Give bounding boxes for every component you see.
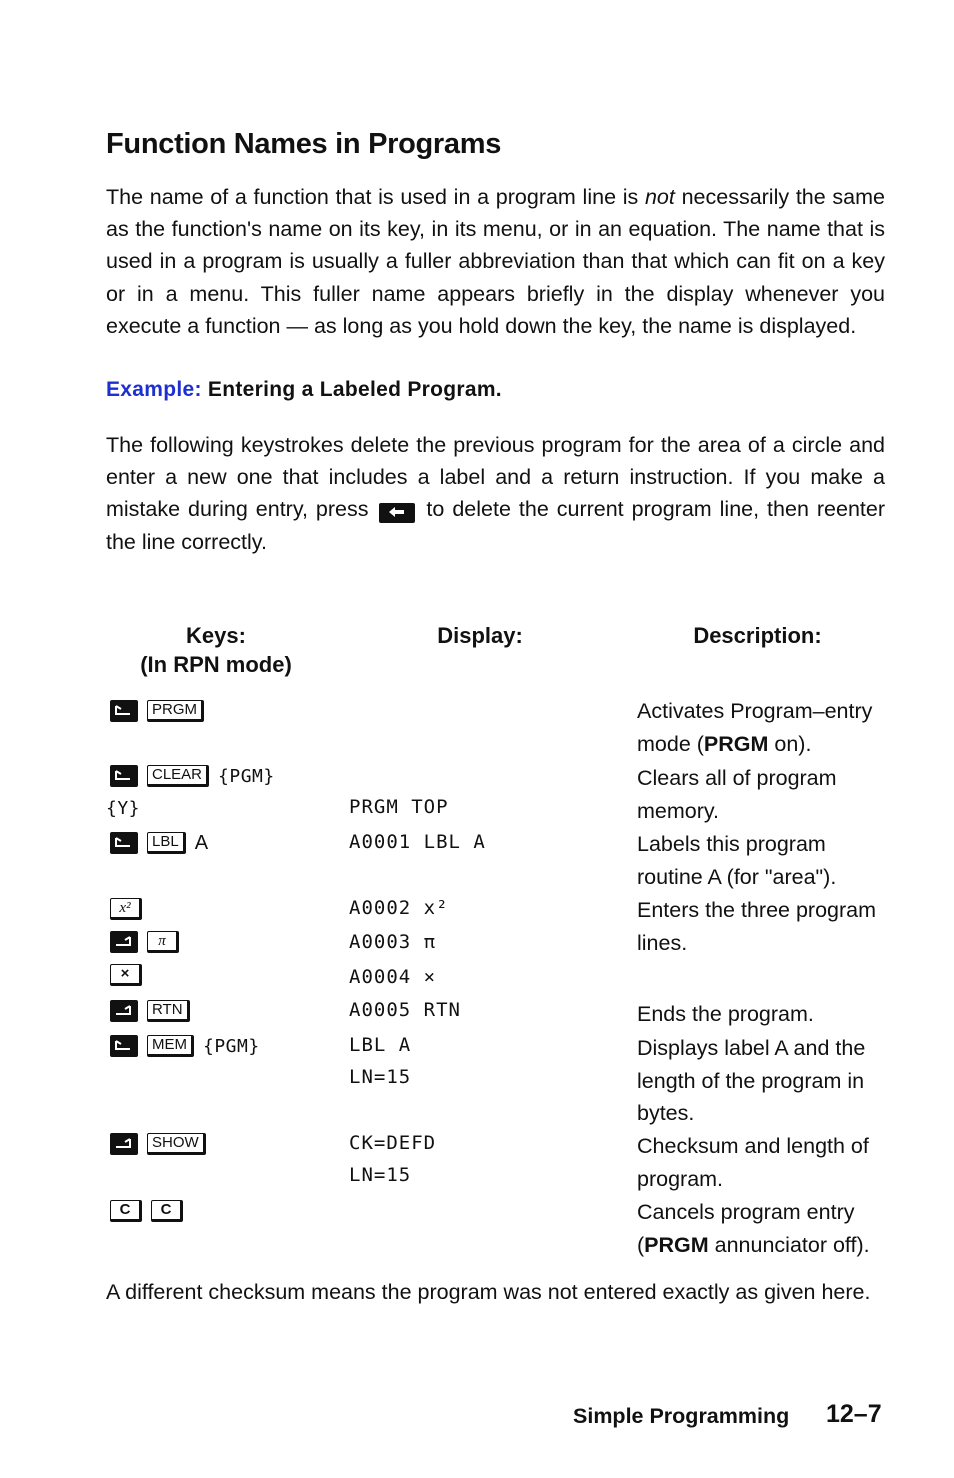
left-shift-key-icon (110, 1035, 138, 1057)
example-label: Example: (106, 378, 202, 401)
description-activate (637, 695, 887, 760)
x-squared-key: x² (110, 898, 142, 920)
key-row-7 (110, 963, 142, 987)
closing-paragraph: A different checksum means the program was not entered exactly as given here. (106, 1280, 871, 1304)
left-shift-key-icon (110, 700, 138, 722)
description-activate-line1: Activates Program–entry (637, 699, 873, 723)
description-text: mode ( (637, 731, 704, 756)
keys-header-line1: Keys: (186, 623, 246, 648)
intro-italic: not (644, 185, 675, 209)
label-letter: A (194, 831, 209, 854)
rtn-key: RTN (147, 1000, 190, 1022)
right-shift-key-icon (110, 1000, 138, 1022)
right-shift-key-icon (110, 931, 138, 953)
key-row-1 (110, 699, 204, 723)
instructions-text-2: to delete the current program line, then reenter the line correctly. (106, 497, 885, 554)
multiply-key: × (110, 964, 142, 986)
c-key: C (151, 1200, 183, 1222)
display-line: A0003 π (349, 931, 437, 953)
key-row-8 (110, 999, 190, 1023)
prgm-annunciator-label: PRGM (703, 731, 769, 756)
show-key: SHOW (147, 1133, 206, 1155)
menu-item-y: {Y} (106, 797, 141, 819)
prgm-key: PRGM (147, 700, 204, 722)
backspace-key-icon (379, 503, 415, 523)
footer-chapter: Simple Programming (573, 1404, 790, 1428)
description-activate-line2 (637, 728, 887, 761)
lbl-key: LBL (147, 832, 186, 854)
right-shift-key-icon (110, 1133, 138, 1155)
key-row-9 (110, 1034, 260, 1058)
left-shift-key-icon (110, 765, 138, 787)
c-key: C (110, 1200, 142, 1222)
display-line: LBL A (349, 1034, 412, 1056)
pi-key: π (147, 931, 179, 953)
key-row-6 (110, 930, 179, 954)
description-cancel-line1: Cancels program entry (637, 1200, 855, 1224)
example-title: Entering a Labeled Program. (207, 378, 502, 401)
display-line: A0001 LBL A (349, 831, 486, 853)
left-shift-key-icon (110, 832, 138, 854)
description-text: annunciator off). (708, 1232, 870, 1257)
menu-item-pgm: {PGM} (203, 1035, 260, 1057)
description-ends: Ends the program. (637, 1002, 814, 1026)
example-heading (106, 378, 502, 402)
description-checksum: Checksum and length of program. (637, 1134, 869, 1191)
key-row-10 (110, 1132, 206, 1156)
keys-column-header (106, 621, 326, 679)
clear-key: CLEAR (147, 765, 209, 787)
key-row-3 (106, 796, 140, 820)
description-cancel-line2 (637, 1229, 887, 1262)
display-line: CK=DEFD (349, 1132, 437, 1154)
instructions-paragraph (106, 429, 885, 558)
display-line: PRGM TOP (349, 796, 449, 818)
key-row-11 (110, 1199, 183, 1223)
display-line: LN=15 (349, 1066, 412, 1088)
description-displays: Displays label A and the length of the program in bytes. (637, 1036, 866, 1125)
description-enter: Enters the three program lines. (637, 898, 877, 955)
key-row-5 (110, 897, 142, 921)
intro-paragraph (106, 181, 885, 342)
intro-text-2: necessarily the same as the function's name on its key, in its menu, or in an equation. The name that is used in a program is usually a fuller abbreviation than that which can fit on a key or in a menu. This fuller name appears briefly in the display whenever you execute a function — as long as you hold down the key, the name is displayed. (106, 185, 885, 338)
section-title: Function Names in Programs (106, 128, 502, 160)
display-column-header: Display: (437, 623, 523, 648)
mem-key: MEM (147, 1035, 194, 1057)
description-cancel (637, 1196, 887, 1261)
description-column-header: Description: (693, 623, 822, 648)
display-line: A0005 RTN (349, 999, 461, 1021)
key-row-4 (110, 831, 208, 855)
footer-page-number: 12–7 (826, 1400, 882, 1428)
intro-text-1: The name of a function that is used in a program line is (106, 185, 645, 209)
description-text: ( (637, 1232, 645, 1257)
prgm-annunciator-label: PRGM (644, 1232, 709, 1257)
description-text: on). (768, 731, 812, 756)
menu-item-pgm: {PGM} (218, 765, 275, 787)
instructions-text-1: The following keystrokes delete the previous program for the area of a circle and enter a new one that includes a label and a return instruction. If you make a mistake during entry, press (106, 433, 885, 522)
description-clear: Clears all of program memory. (637, 766, 837, 823)
display-line: A0002 x² (349, 897, 449, 919)
keys-header-line2: (In RPN mode) (140, 652, 292, 677)
key-row-2 (110, 764, 275, 788)
display-line: LN=15 (349, 1164, 412, 1186)
description-label: Labels this program routine A (for "area"). (637, 832, 837, 889)
display-line: A0004 × (349, 966, 437, 988)
